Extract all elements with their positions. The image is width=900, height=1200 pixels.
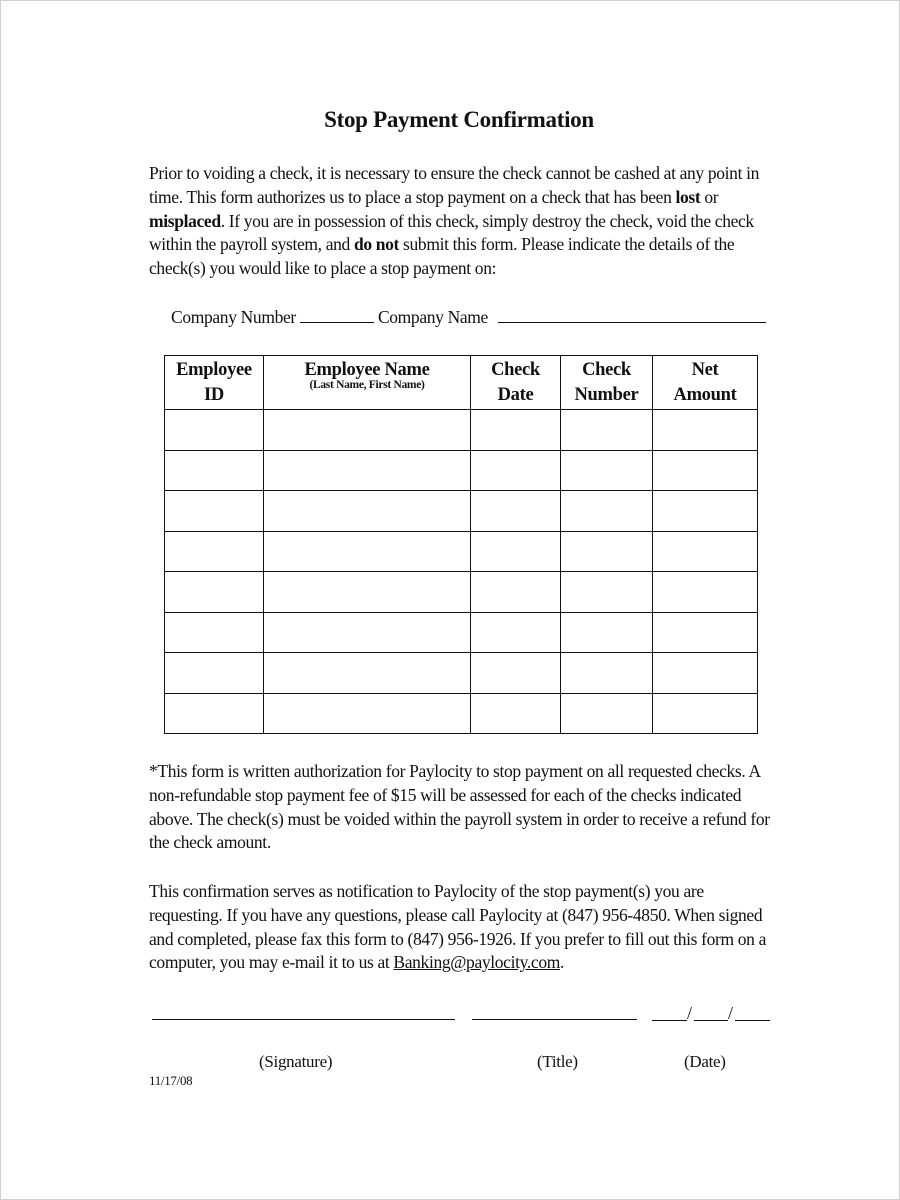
intro-text-1: Prior to voiding a check, it is necessary to ensure the check cannot be cashed at any point in time. This form authorizes us to place a stop payment on a check that has been [149,163,760,207]
header-check-date-line1: Check [491,360,540,380]
contact-paragraph [149,880,781,975]
check-details-table [164,355,758,734]
company-number-label: Company Number [171,307,296,327]
header-check-number-line1: Check [582,360,631,380]
check-date-cell[interactable] [471,572,561,613]
header-employee-id [165,356,264,410]
intro-bold-misplaced: misplaced [149,210,221,231]
intro-text-2: or [700,186,719,207]
check-number-cell[interactable] [561,572,653,613]
title-label: (Title) [537,1052,578,1071]
employee-name-cell[interactable] [264,531,471,572]
date-label: (Date) [684,1052,726,1071]
employee-id-cell[interactable] [165,410,264,451]
employee-id-cell[interactable] [165,693,264,734]
header-check-number-line2: Number [574,385,639,405]
check-date-cell[interactable] [471,491,561,532]
check-date-cell[interactable] [471,531,561,572]
contact-text: This confirmation serves as notification to Paylocity of the stop payment(s) you are requesting. If you have any questions, please call Paylocity at (847) 956-4850. When signed and completed, please fax this form to (847) 956-1926. If you prefer to fill out this form on a computer, you may e-mail it to us at [149,881,767,973]
check-number-cell[interactable] [561,531,653,572]
table-row [165,612,758,653]
check-number-cell[interactable] [561,450,653,491]
authorization-notice: *This form is written authorization for Paylocity to stop payment on all requested checks. A non-refundable stop payment fee of $15 will be assessed for each of the checks indicated above. The check(s) must be voided within the payroll system in order to receive a refund for the check amount. [149,761,770,853]
page-title: Stop Payment Confirmation [324,107,594,132]
header-net-amount-line2: Amount [673,385,737,405]
contact-text-end: . [559,952,565,973]
company-name-label: Company Name [377,307,488,327]
date-day-line[interactable] [694,1020,728,1021]
check-number-cell[interactable] [561,491,653,532]
intro-text-4: submit this form. Please indicate the details of the check(s) you would like to place a stop payment on: [149,234,735,279]
intro-bold-do-not: do not [353,234,400,255]
employee-name-cell[interactable] [264,572,471,613]
date-year-line[interactable] [735,1020,770,1021]
signature-label: (Signature) [259,1052,333,1071]
company-info-row [171,307,766,328]
header-net-amount-line1: Net [691,360,719,380]
net-amount-cell[interactable] [653,450,758,491]
check-number-cell[interactable] [561,410,653,451]
header-employee-id-line2: ID [204,385,224,405]
check-date-cell[interactable] [471,653,561,694]
header-employee-name-sub: (Last Name, First Name) [309,379,425,391]
check-number-cell[interactable] [561,612,653,653]
net-amount-cell[interactable] [653,612,758,653]
header-employee-name-line1: Employee Name [304,360,430,380]
table-row [165,491,758,532]
table-row [165,572,758,613]
check-date-cell[interactable] [471,693,561,734]
employee-id-cell[interactable] [165,572,264,613]
check-date-cell[interactable] [471,612,561,653]
employee-id-cell[interactable] [165,653,264,694]
date-separator-2: / [728,1003,734,1023]
header-net-amount [653,356,758,410]
net-amount-cell[interactable] [653,572,758,613]
header-employee-name [264,356,471,410]
employee-name-cell[interactable] [264,653,471,694]
employee-name-cell[interactable] [264,693,471,734]
header-employee-id-line1: Employee [176,360,252,380]
signature-line[interactable] [152,1019,455,1020]
employee-name-cell[interactable] [264,450,471,491]
net-amount-cell[interactable] [653,531,758,572]
title-line[interactable] [472,1019,637,1020]
intro-paragraph [149,162,781,281]
date-separator-1: / [687,1003,693,1023]
table-row [165,531,758,572]
employee-name-cell[interactable] [264,612,471,653]
table-header-row [165,356,758,410]
employee-name-cell[interactable] [264,410,471,451]
employee-id-cell[interactable] [165,531,264,572]
employee-id-cell[interactable] [165,450,264,491]
table-row [165,410,758,451]
date-month-line[interactable] [652,1020,687,1021]
employee-id-cell[interactable] [165,491,264,532]
net-amount-cell[interactable] [653,653,758,694]
table-row [165,693,758,734]
net-amount-cell[interactable] [653,410,758,451]
header-check-date [471,356,561,410]
table-row [165,450,758,491]
intro-text-3: . If you are in possession of this check, simply destroy the check, void the check within the payroll system, and [149,210,754,255]
date-field[interactable] [652,999,770,1021]
employee-name-cell[interactable] [264,491,471,532]
company-name-field[interactable] [498,321,766,323]
revision-date: 11/17/08 [149,1073,193,1088]
net-amount-cell[interactable] [653,693,758,734]
net-amount-cell[interactable] [653,491,758,532]
intro-bold-lost: lost [675,186,701,207]
company-number-field[interactable] [300,321,374,323]
check-date-cell[interactable] [471,450,561,491]
header-check-number [561,356,653,410]
header-check-date-line2: Date [497,385,534,405]
check-number-cell[interactable] [561,653,653,694]
employee-id-cell[interactable] [165,612,264,653]
check-number-cell[interactable] [561,693,653,734]
check-date-cell[interactable] [471,410,561,451]
email-link[interactable]: Banking@paylocity.com [393,952,560,973]
table-row [165,653,758,694]
